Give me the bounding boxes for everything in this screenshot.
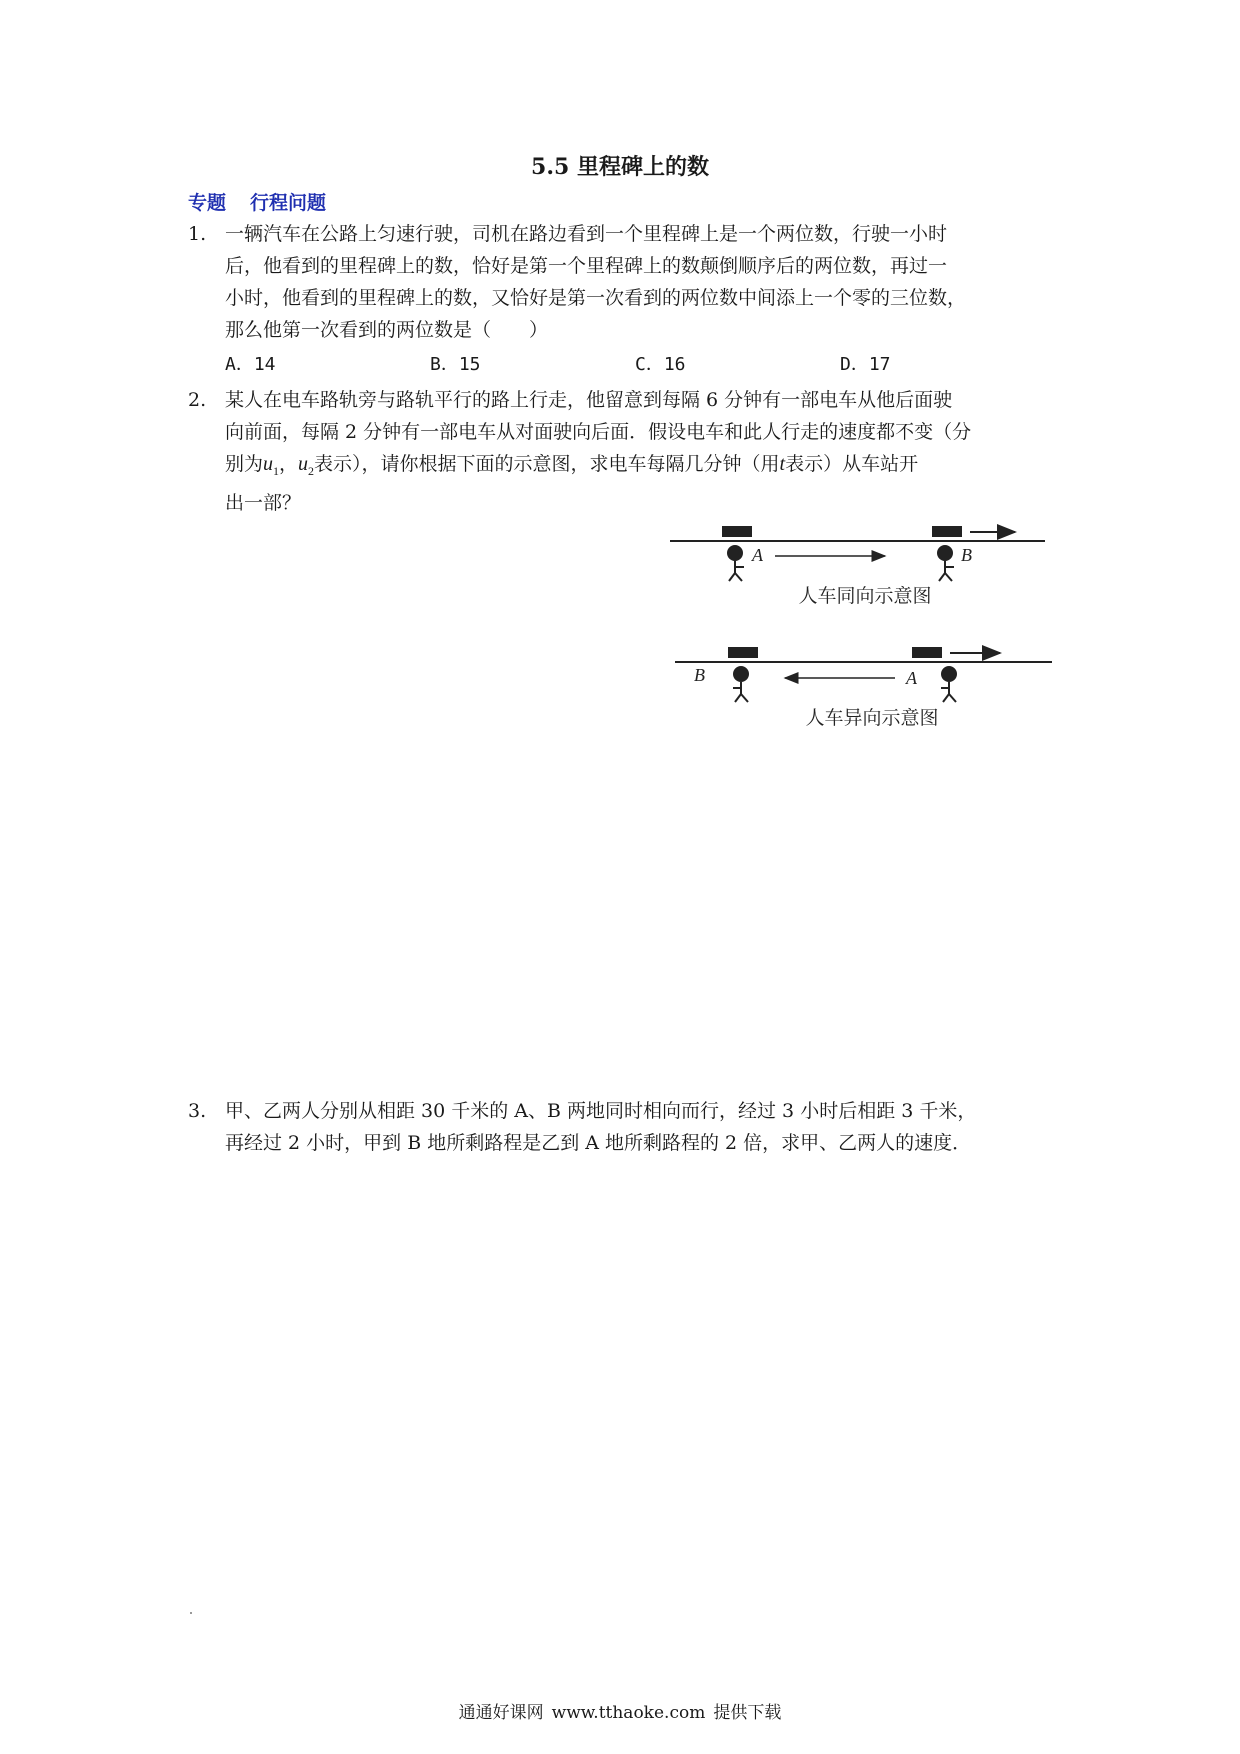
variable-u2	[298, 453, 315, 478]
choice-c: C．16	[635, 354, 686, 375]
person-figure	[937, 545, 954, 581]
var-symbol: u	[298, 453, 309, 475]
var-subscript: 2	[308, 464, 315, 478]
page-title: 5.5 里程碑上的数	[531, 154, 709, 180]
motion-diagram	[660, 515, 1060, 745]
person-figure	[941, 666, 957, 702]
footer-site-name: 通通好课网	[458, 1703, 544, 1723]
diagram-caption: 人车异向示意图	[805, 707, 939, 729]
topic-label: 专题	[188, 192, 227, 214]
topic-heading	[188, 188, 326, 215]
question-3	[188, 1095, 1068, 1159]
var-subscript: 1	[273, 464, 280, 478]
question-text-line: 小时，他看到的里程碑上的数，又恰好是第一次看到的两位数中间添上一个零的三位数，	[225, 287, 967, 309]
question-text-line: 出一部？	[225, 492, 302, 514]
text-fragment: 别为	[225, 453, 264, 475]
point-label: A	[906, 668, 917, 688]
person-figure	[727, 545, 744, 581]
question-text-line: 某人在电车路轨旁与路轨平行的路上行走，他留意到每隔 6 分钟有一部电车从他后面驶	[225, 389, 953, 411]
text-fragment: 表示），请你根据下面的示意图，求电车每隔几分钟（用	[314, 453, 780, 475]
scan-speck	[190, 1612, 192, 1614]
question-number: 1.	[188, 223, 207, 245]
question-text-line: 再经过 2 小时，甲到 B 地所剩路程是乙到 A 地所剩路程的 2 倍，求甲、乙两人的速度．	[225, 1132, 972, 1154]
question-1	[188, 218, 1068, 346]
point-label: B	[694, 665, 705, 685]
choice-d: D．17	[840, 354, 891, 375]
choice-b: B．15	[430, 354, 481, 375]
text-fragment: ，	[279, 453, 299, 475]
point-label: B	[961, 545, 972, 565]
text-fragment: 表示）从车站开	[785, 453, 919, 475]
question-number: 3.	[188, 1100, 207, 1122]
question-text-line: 甲、乙两人分别从相距 30 千米的 A、B 两地同时相向而行，经过 3 小时后相距 3 千米，	[225, 1100, 977, 1122]
question-text-line: 那么他第一次看到的两位数是（ ）	[225, 319, 549, 341]
question-text-line: 向前面，每隔 2 分钟有一部电车从对面驶向后面．假设电车和此人行走的速度都不变（分	[225, 421, 972, 443]
diagram-caption: 人车同向示意图	[798, 585, 932, 607]
question-2	[188, 384, 1068, 519]
footer-url: www.tthaoke.com	[551, 1703, 706, 1723]
tram	[722, 526, 752, 537]
person-figure	[733, 666, 749, 702]
tram	[912, 647, 942, 658]
var-symbol: u	[263, 453, 274, 475]
question-number: 2.	[188, 389, 207, 411]
opposite-direction-diagram	[675, 647, 1052, 729]
topic-name: 行程问题	[250, 192, 327, 214]
variable-u1	[263, 453, 280, 478]
same-direction-diagram	[670, 526, 1045, 607]
choice-a: A．14	[225, 354, 276, 375]
point-label: A	[752, 545, 763, 565]
question-text-line: 一辆汽车在公路上匀速行驶，司机在路边看到一个里程碑上是一个两位数，行驶一小时	[225, 223, 948, 245]
tram	[932, 526, 962, 537]
variable-t: t	[779, 453, 786, 475]
page-footer	[0, 1698, 1240, 1723]
tram	[728, 647, 758, 658]
question-text-line	[188, 448, 1068, 487]
question-text-line: 后，他看到的里程碑上的数，恰好是第一个里程碑上的数颠倒顺序后的两位数，再过一	[225, 255, 948, 277]
footer-suffix: 提供下载	[713, 1703, 782, 1723]
